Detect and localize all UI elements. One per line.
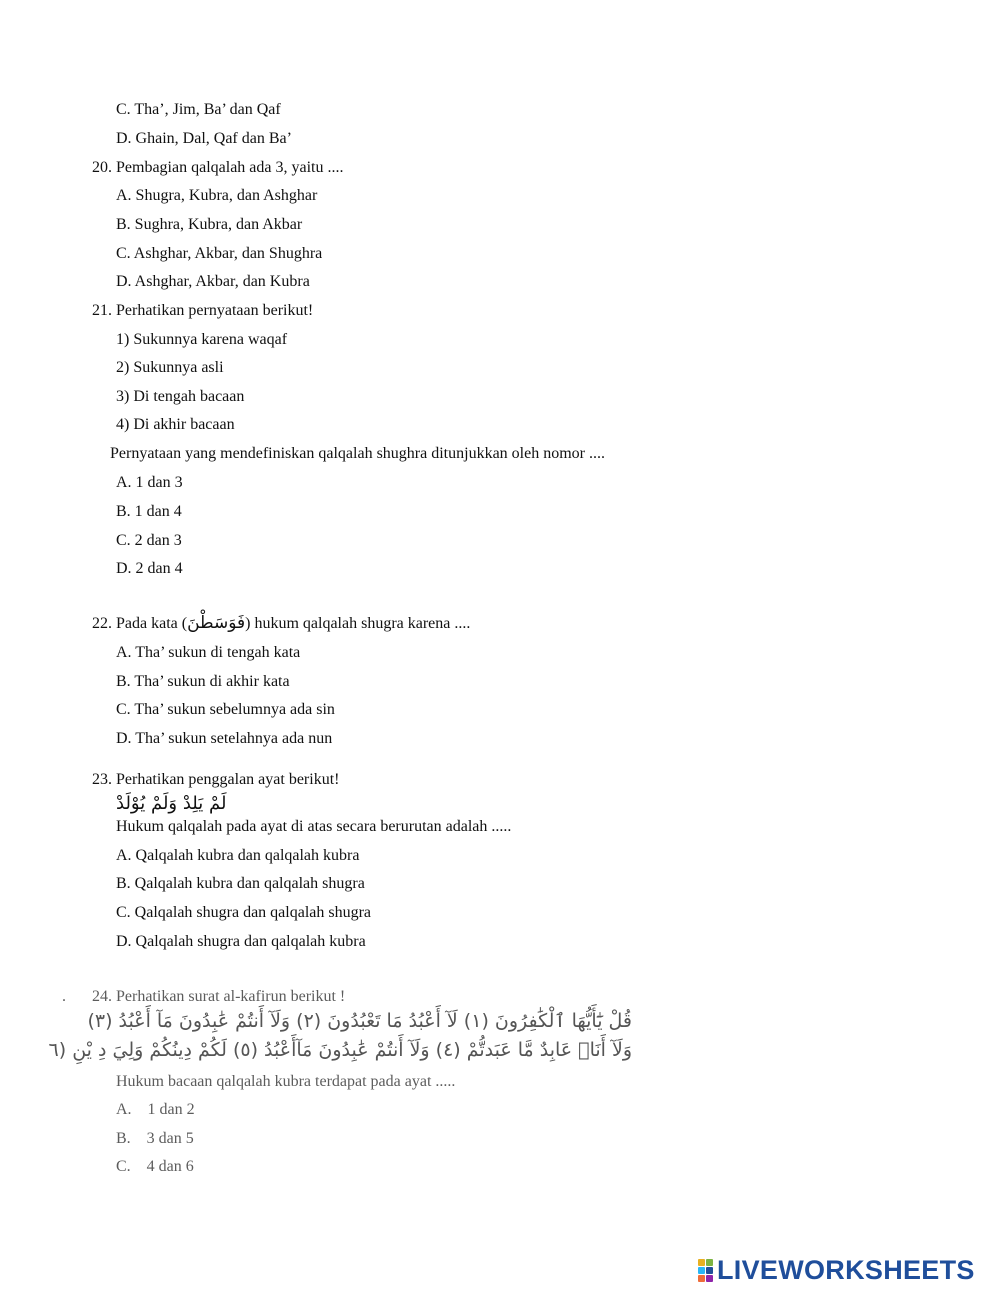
q23-ayat: لَمْ يَلِدْ وَلَمْ يُوْلَدْ <box>116 793 227 814</box>
q19-option-c: C. Tha’, Jim, Ba’ dan Qaf <box>116 101 281 118</box>
q23-option-a: A. Qalqalah kubra dan qalqalah kubra <box>116 847 360 864</box>
q23-question: Hukum qalqalah pada ayat di atas secara berurutan adalah ..... <box>116 818 512 835</box>
q21-question: Pernyataan yang mendefiniskan qalqalah shughra ditunjukkan oleh nomor .... <box>110 445 605 462</box>
q21-option-c: C. 2 dan 3 <box>116 532 182 549</box>
q20-option-d: D. Ashghar, Akbar, dan Kubra <box>116 273 310 290</box>
logo-mark-tile <box>706 1267 713 1274</box>
q22-option-a: A. Tha’ sukun di tengah kata <box>116 644 301 661</box>
q23-option-d: D. Qalqalah shugra dan qalqalah kubra <box>116 933 366 950</box>
q22-stem-prefix: 22. Pada kata ( <box>92 615 188 632</box>
q21-statement-4: 4) Di akhir bacaan <box>116 416 235 433</box>
q21-statement-2: 2) Sukunnya asli <box>116 359 224 376</box>
logo-mark-tile <box>698 1275 705 1282</box>
q22-arabic-word: فَوَسَطْنَ <box>187 613 246 633</box>
q24-option-a: A. 1 dan 2 <box>116 1101 195 1118</box>
q24-ayat-line-2: وَلَآ أَنَا۠ عَابِدٌ مَّا عَبَدتُّمْ (٤) وَلَآ أَنتُمْ عَٰبِدُونَ مَآأَعْبُدُ (٥) لَكُمْ دِينُكُمْ وَلِيَ دِ يْنِ (٦ <box>48 1039 632 1061</box>
q20-option-a: A. Shugra, Kubra, dan Ashghar <box>116 187 318 204</box>
q24-stem: 24. Perhatikan surat al-kafirun berikut ! <box>92 988 346 1005</box>
q21-option-d: D. 2 dan 4 <box>116 560 183 577</box>
logo-mark-tile <box>698 1259 705 1266</box>
q20-option-c: C. Ashghar, Akbar, dan Shughra <box>116 245 323 262</box>
q21-statement-3: 3) Di tengah bacaan <box>116 388 245 405</box>
q22-option-c: C. Tha’ sukun sebelumnya ada sin <box>116 701 335 718</box>
q24-question: Hukum bacaan qalqalah kubra terdapat pada ayat ..... <box>116 1073 456 1090</box>
q24-bullet: . <box>62 988 66 1005</box>
q24-ayat-line-1: قُلْ يَٰٓأَيُّهَا ٱلْكَٰفِرُونَ (١) لَآ أَعْبُدُ مَا تَعْبُدُونَ (٢) وَلَآ أَنتُمْ عَٰبِدُونَ مَآ أَعْبُدُ (٣) <box>87 1010 632 1032</box>
q21-statement-1: 1) Sukunnya karena waqaf <box>116 331 288 348</box>
logo-wordmark: LIVEWORKSHEETS <box>717 1254 975 1285</box>
q21-stem: 21. Perhatikan pernyataan berikut! <box>92 302 314 319</box>
logo-mark-icon <box>698 1259 713 1282</box>
q23-option-c: C. Qalqalah shugra dan qalqalah shugra <box>116 904 372 921</box>
q20-option-b: B. Sughra, Kubra, dan Akbar <box>116 216 303 233</box>
q24-option-c: C. 4 dan 6 <box>116 1158 194 1175</box>
q22-option-b: B. Tha’ sukun di akhir kata <box>116 673 290 690</box>
q22-option-d: D. Tha’ sukun setelahnya ada nun <box>116 730 333 747</box>
q23-stem: 23. Perhatikan penggalan ayat berikut! <box>92 771 340 788</box>
q21-option-b: B. 1 dan 4 <box>116 503 182 520</box>
q20-stem: 20. Pembagian qalqalah ada 3, yaitu .... <box>92 159 344 176</box>
logo-mark-tile <box>706 1259 713 1266</box>
logo-mark-tile <box>706 1275 713 1282</box>
q23-option-b: B. Qalqalah kubra dan qalqalah shugra <box>116 875 365 892</box>
q22-stem <box>92 613 470 634</box>
liveworksheets-logo[interactable] <box>698 1256 975 1284</box>
q19-option-d: D. Ghain, Dal, Qaf dan Ba’ <box>116 130 292 147</box>
q22-stem-suffix: ) hukum qalqalah shugra karena .... <box>245 615 471 632</box>
q21-option-a: A. 1 dan 3 <box>116 474 183 491</box>
logo-mark-tile <box>698 1267 705 1274</box>
q24-option-b: B. 3 dan 5 <box>116 1130 194 1147</box>
